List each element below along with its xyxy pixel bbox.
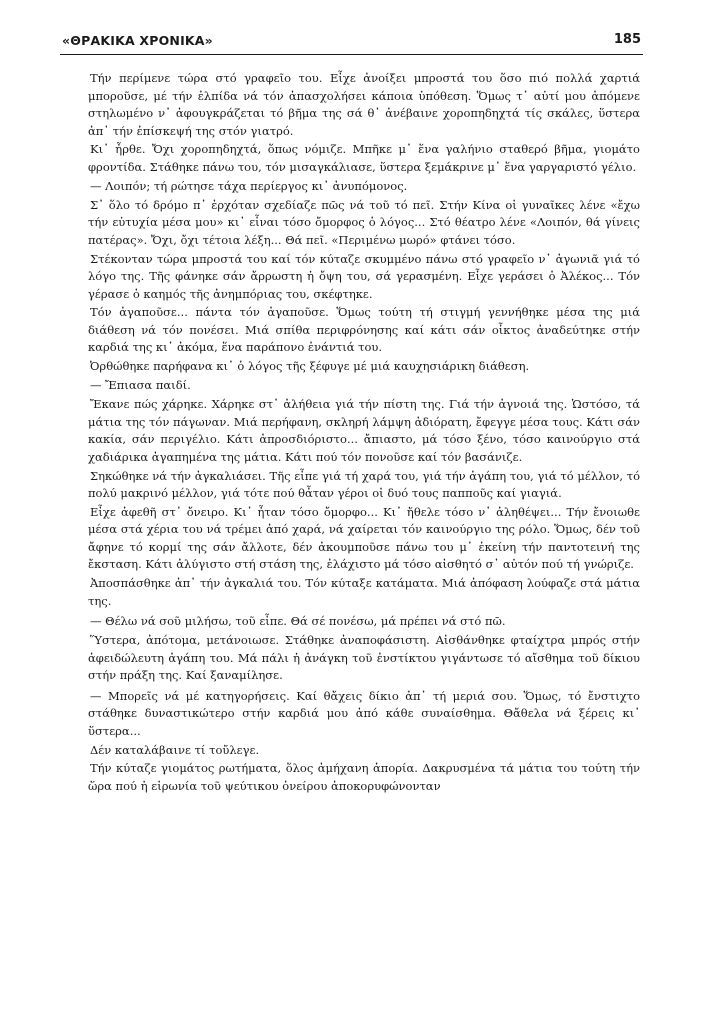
paragraph: Ὕστερα, ἀπότομα, μετάνοιωσε. Στάθηκε ἀναποφάσιστη. Αἰσθάνθηκε φταίχτρα μπρός στήν ἀφειδώλευτη ἀγάπη του. Μά πάλι ἡ ἀνάγκη τοῦ ἐνστίκτου γιγάντωσε τό αἴσθημα τοῦ δίκιου στήν πράξη της. Καί ξαναμίλησε. <box>88 633 640 683</box>
paragraph: Δέν καταλάβαινε τί τοὔλεγε. <box>90 742 260 757</box>
running-title: «ΘΡΑΚΙΚΑ ΧΡΟΝΙΚΑ» <box>62 33 213 48</box>
paragraph: Σηκώθηκε νά τήν ἀγκαλιάσει. Τῆς εἶπε γιά τή χαρά του, γιά τήν ἀγάπη του, γιά τό μέλλον, τό πολύ μακρινό μέλλον, γιά τότε πού θἆταν γέροι οἱ δυό τους παπποῦς καί γιαγιά. <box>88 468 640 501</box>
paragraph: Ἀποσπάσθηκε ἀπ᾽ τήν ἀγκαλιά του. Τόν κύταξε κατάματα. Μιά ἀπόφαση λούφαζε στά μάτια της. <box>88 576 640 608</box>
page-number: 185 <box>613 32 641 47</box>
page-header <box>60 30 643 55</box>
paragraph: Κι᾽ ἦρθε. Ὄχι χοροπηδηχτά, ὅπως νόμιζε. Μπῆκε μ᾽ ἕνα γαλήνιο σταθερό βῆμα, γιομάτο φροντίδα. Στάθηκε πάνω του, τόν μισαγκάλιασε, ὕστερα ξεμάκρινε μ᾽ ἕνα γαργαριστό γέλιο. <box>88 142 640 174</box>
paragraph: Τόν ἀγαποῦσε... πάντα τόν ἀγαποῦσε. Ὅμως τούτη τή στιγμή γεννήθηκε μέσα της μιά διάθεση νά τόν πονέσει. Μιά σπίθα περιφρόνησης καί κάτι σάν οἶκτος ἀναδεύτηκε στήν καρδιά της κι᾽ ἀκόμα, ἕνα παράπονο ἐνάντιά του. <box>88 305 640 355</box>
paragraph: Ἔκανε πώς χάρηκε. Χάρηκε στ᾽ ἀλήθεια γιά τήν πίστη της. Γιά τήν ἀγνοιά της. Ὡστόσο, τά μάτια της τόν πάγωναν. Μιά περήφανη, σκληρή λάμψη ἀδιόρατη, ἔφεγγε μέσα τους. Κάτι σάν κακία, σάν περιγέλιο. Κάτι ἀπροσδιόριστο... ἄπιαστο, μά τόσο ξένο, τόσο καινούργιο στά χαδιάρικα ἀγαπημένα της μάτια. Κάτι πού τόν πονοῦσε καί τόν βασάνιζε. <box>88 397 640 464</box>
paragraph: Ὀρθώθηκε παρήφανα κι᾽ ὁ λόγος τῆς ξέφυγε μέ μιά καυχησιάρικη διάθεση. <box>90 359 530 374</box>
body-text <box>88 70 640 797</box>
dialogue-line: — Θέλω νά σοῦ μιλήσω, τοῦ εἶπε. Θά σέ πονέσω, μά πρέπει νά στό πῶ. <box>90 614 506 629</box>
dialogue-line: — Μπορεῖς νά μέ κατηγορήσεις. Καί θἄχεις δίκιο ἀπ᾽ τή μεριά σου. Ὅμως, τό ἔνστιχτο στάθηκε δυναστικώτερο στήν καρδιά μου ἀπό κάθε συναίσθημα. Θἄθελα νά ξέρεις κι᾽ ὕστερα... <box>88 688 640 738</box>
dialogue-line: — Λοιπόν; τή ρώτησε τάχα περίεργος κι᾽ ἀνυπόμονος. <box>90 178 408 193</box>
paragraph: Στέκονταν τώρα μπροστά του καί τόν κύταζε σκυμμένο πάνω στό γραφεῖο ν᾽ ἀγωνιᾶ γιά τό λόγο της. Τῆς φάνηκε σάν ἄρρωστη ἡ ὄψη του, σά γερασμένη. Εἶχε γεράσει ὁ Ἀλέκος... Τόν γέρασε ὁ καημός τῆς ἀνημπόριας του, σκέφτηκε. <box>88 251 640 301</box>
paragraph: Σ᾽ ὅλο τό δρόμο π᾽ ἐρχόταν σχεδίαζε πῶς νά τοῦ τό πεῖ. Στήν Κίνα οἱ γυναῖκες λένε «ἔχω τήν εὐτυχία μέσα μου» κι᾽ εἶναι τόσο ὄμορφος ὁ λόγος... Στό θέατρο λένε «Λοιπόν, θά γίνεις πατέρας». Ὄχι, ὄχι τέτοια λέξη... Θά πεῖ. «Περιμένω μωρό» φτάνει τόσο. <box>88 197 640 247</box>
paragraph: Τήν περίμενε τώρα στό γραφεῖο του. Εἶχε ἀνοίξει μπροστά του ὅσο πιό πολλά χαρτιά μποροῦσε, μέ τήν ἐλπίδα νά τόν ἀπασχολήσει κάποια ὑπόθεση. Ὅμως τ᾽ αὐτί μου ἀπόμενε στηλωμένο ν᾽ ἀφουγκράζεται τό βῆμα της σά θ᾽ ἀνέβαινε χοροπηδηχτά τίς σκάλες, ὕστερα ἀπ᾽ τήν ἐπίσκεψή της στόν γιατρό. <box>88 71 640 138</box>
paragraph: Τήν κύταζε γιομάτος ρωτήματα, ὅλος ἀμήχανη ἀπορία. Δακρυσμένα τά μάτια του τούτη τήν ὥρα πού ἡ εἰρωνία τοῦ ψεύτικου ὀνείρου ἀποκορυφώνονταν <box>88 761 640 793</box>
dialogue-line: — Ἔπιασα παιδί. <box>90 378 191 393</box>
paragraph: Εἶχε ἀφεθῆ στ᾽ ὄνειρο. Κι᾽ ἦταν τόσο ὄμορφο... Κι᾽ ἤθελε τόσο ν᾽ ἀληθέψει... Τήν ἔνοιωθε μέσα στά χέρια του νά τρέμει ἀπό χαρά, νά χαίρεται τόν καινούργιο της ρόλο. Ὅμως, δέν τοῦ ἄφηνε τό κορμί της σάν ἄλλοτε, δέν ἀκουμποῦσε πάνω του μ᾽ ἐκείνη τήν παντοτεινή της ἔκσταση. Κάτι ἀλύγιστο στή στάση της, ἐλάχιστο μά τόσο αἰσθητό σ᾽ αὐτόν πού τή γνώριζε. <box>88 504 640 572</box>
